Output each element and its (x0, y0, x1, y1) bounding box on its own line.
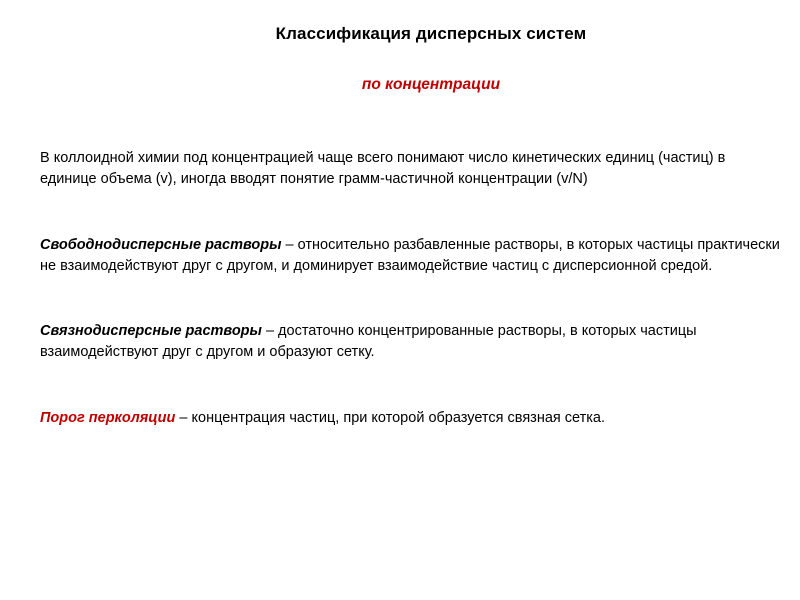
free-dispersed-definition: – относительно разбавленные растворы, в которых частицы практически не взаимодействуют друг с другом, и доминирует взаимодействие частиц с дисперсионной средой. (40, 237, 780, 274)
free-dispersed-term: Свободнодисперсные растворы (40, 237, 282, 253)
intro-paragraph: В коллоидной химии под концентрацией чаще всего понимают число кинетических единиц (частиц) в единице объема (v), иногда вводят понятие грамм-частичной концентрации (v/N) (40, 150, 726, 187)
slide-title: Классификация дисперсных систем (275, 24, 587, 43)
percolation-definition: – концентрация частиц, при которой образуется связная сетка. (175, 410, 606, 426)
slide-subtitle: по концентрации (361, 76, 501, 93)
percolation-term: Порог перколяции (40, 410, 176, 426)
bound-dispersed-definition: – достаточно концентрированные растворы, в которых частицы взаимодействуют друг с другом и образуют сетку. (40, 323, 697, 360)
free-dispersed-paragraph (40, 235, 780, 277)
bound-dispersed-term: Связнодисперсные растворы (40, 323, 262, 339)
bound-dispersed-paragraph (40, 321, 780, 363)
percolation-paragraph (40, 408, 780, 429)
